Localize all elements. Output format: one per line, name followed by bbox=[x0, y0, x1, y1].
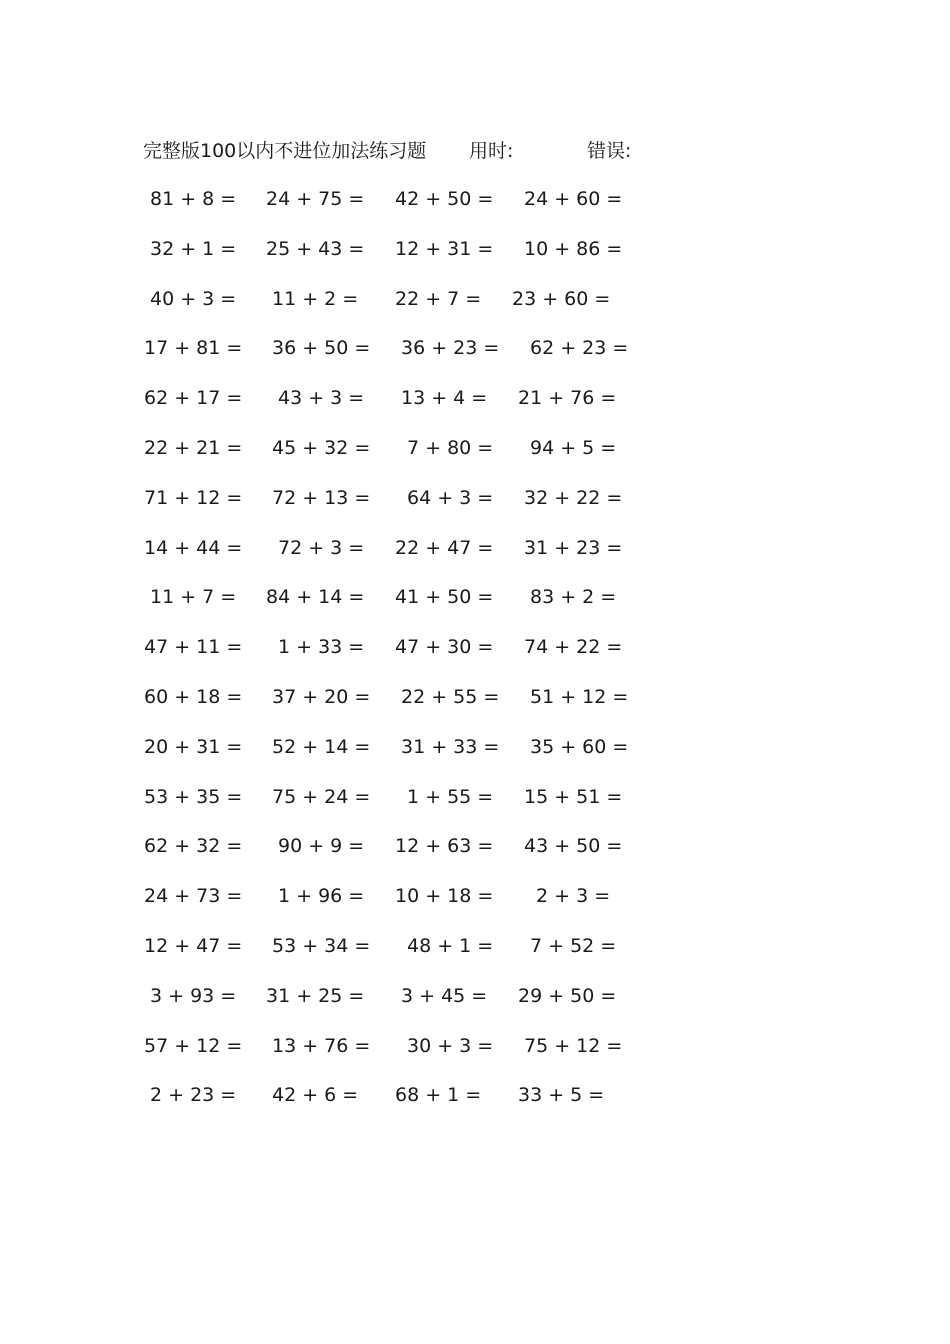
math-problem: 7 + 52 = bbox=[530, 935, 617, 957]
math-problem: 31 + 23 = bbox=[524, 537, 623, 559]
math-problem: 52 + 14 = bbox=[272, 736, 371, 758]
math-problem: 24 + 60 = bbox=[524, 188, 623, 210]
math-problem: 12 + 31 = bbox=[395, 238, 494, 260]
math-problem: 30 + 3 = bbox=[407, 1035, 494, 1057]
math-problem: 51 + 12 = bbox=[530, 686, 629, 708]
math-problem: 33 + 5 = bbox=[518, 1084, 605, 1106]
math-problem: 36 + 50 = bbox=[272, 337, 371, 359]
math-problem: 37 + 20 = bbox=[272, 686, 371, 708]
math-problem: 36 + 23 = bbox=[401, 337, 500, 359]
math-problem: 75 + 12 = bbox=[524, 1035, 623, 1057]
math-problem: 72 + 3 = bbox=[278, 537, 365, 559]
math-problem: 31 + 33 = bbox=[401, 736, 500, 758]
math-problem: 35 + 60 = bbox=[530, 736, 629, 758]
math-problem: 47 + 30 = bbox=[395, 636, 494, 658]
math-problem: 32 + 1 = bbox=[150, 238, 237, 260]
math-problem: 17 + 81 = bbox=[144, 337, 243, 359]
math-problem: 3 + 45 = bbox=[401, 985, 488, 1007]
math-problem: 42 + 6 = bbox=[272, 1084, 359, 1106]
math-problem: 15 + 51 = bbox=[524, 786, 623, 808]
math-problem: 75 + 24 = bbox=[272, 786, 371, 808]
math-problem: 11 + 2 = bbox=[272, 288, 359, 310]
math-problem: 47 + 11 = bbox=[144, 636, 243, 658]
math-problem: 24 + 75 = bbox=[266, 188, 365, 210]
math-problem: 21 + 76 = bbox=[518, 387, 617, 409]
time-label: 用时: bbox=[469, 140, 514, 162]
math-problem: 40 + 3 = bbox=[150, 288, 237, 310]
math-problem: 57 + 12 = bbox=[144, 1035, 243, 1057]
math-problem: 3 + 93 = bbox=[150, 985, 237, 1007]
math-problem: 62 + 32 = bbox=[144, 835, 243, 857]
math-problem: 53 + 35 = bbox=[144, 786, 243, 808]
math-problem: 22 + 7 = bbox=[395, 288, 482, 310]
math-problem: 68 + 1 = bbox=[395, 1084, 482, 1106]
math-problem: 71 + 12 = bbox=[144, 487, 243, 509]
math-problem: 1 + 96 = bbox=[278, 885, 365, 907]
math-problem: 22 + 21 = bbox=[144, 437, 243, 459]
math-problem: 13 + 4 = bbox=[401, 387, 488, 409]
math-problem: 84 + 14 = bbox=[266, 586, 365, 608]
math-problem: 7 + 80 = bbox=[407, 437, 494, 459]
math-problem: 81 + 8 = bbox=[150, 188, 237, 210]
math-problem: 94 + 5 = bbox=[530, 437, 617, 459]
math-problem: 43 + 3 = bbox=[278, 387, 365, 409]
math-problem: 62 + 17 = bbox=[144, 387, 243, 409]
math-problem: 60 + 18 = bbox=[144, 686, 243, 708]
math-problem: 10 + 86 = bbox=[524, 238, 623, 260]
math-problem: 31 + 25 = bbox=[266, 985, 365, 1007]
math-problem: 22 + 55 = bbox=[401, 686, 500, 708]
math-problem: 10 + 18 = bbox=[395, 885, 494, 907]
math-problem: 12 + 63 = bbox=[395, 835, 494, 857]
math-problem: 14 + 44 = bbox=[144, 537, 243, 559]
math-problem: 74 + 22 = bbox=[524, 636, 623, 658]
math-problem: 1 + 55 = bbox=[407, 786, 494, 808]
math-problem: 32 + 22 = bbox=[524, 487, 623, 509]
math-problem: 29 + 50 = bbox=[518, 985, 617, 1007]
math-problem: 53 + 34 = bbox=[272, 935, 371, 957]
math-problem: 43 + 50 = bbox=[524, 835, 623, 857]
math-problem: 62 + 23 = bbox=[530, 337, 629, 359]
math-problem: 1 + 33 = bbox=[278, 636, 365, 658]
math-problem: 11 + 7 = bbox=[150, 586, 237, 608]
math-problem: 45 + 32 = bbox=[272, 437, 371, 459]
errors-label: 错误: bbox=[587, 140, 632, 162]
math-problem: 25 + 43 = bbox=[266, 238, 365, 260]
math-problem: 41 + 50 = bbox=[395, 586, 494, 608]
math-problem: 2 + 23 = bbox=[150, 1084, 237, 1106]
math-problem: 24 + 73 = bbox=[144, 885, 243, 907]
math-problem: 13 + 76 = bbox=[272, 1035, 371, 1057]
math-problem: 72 + 13 = bbox=[272, 487, 371, 509]
math-problem: 23 + 60 = bbox=[512, 288, 611, 310]
math-problem: 64 + 3 = bbox=[407, 487, 494, 509]
math-problem: 12 + 47 = bbox=[144, 935, 243, 957]
worksheet-title: 完整版100以内不进位加法练习题 bbox=[143, 140, 427, 162]
math-problem: 2 + 3 = bbox=[536, 885, 611, 907]
math-problem: 90 + 9 = bbox=[278, 835, 365, 857]
math-problem: 22 + 47 = bbox=[395, 537, 494, 559]
math-problem: 48 + 1 = bbox=[407, 935, 494, 957]
math-problem: 20 + 31 = bbox=[144, 736, 243, 758]
math-problem: 42 + 50 = bbox=[395, 188, 494, 210]
math-problem: 83 + 2 = bbox=[530, 586, 617, 608]
